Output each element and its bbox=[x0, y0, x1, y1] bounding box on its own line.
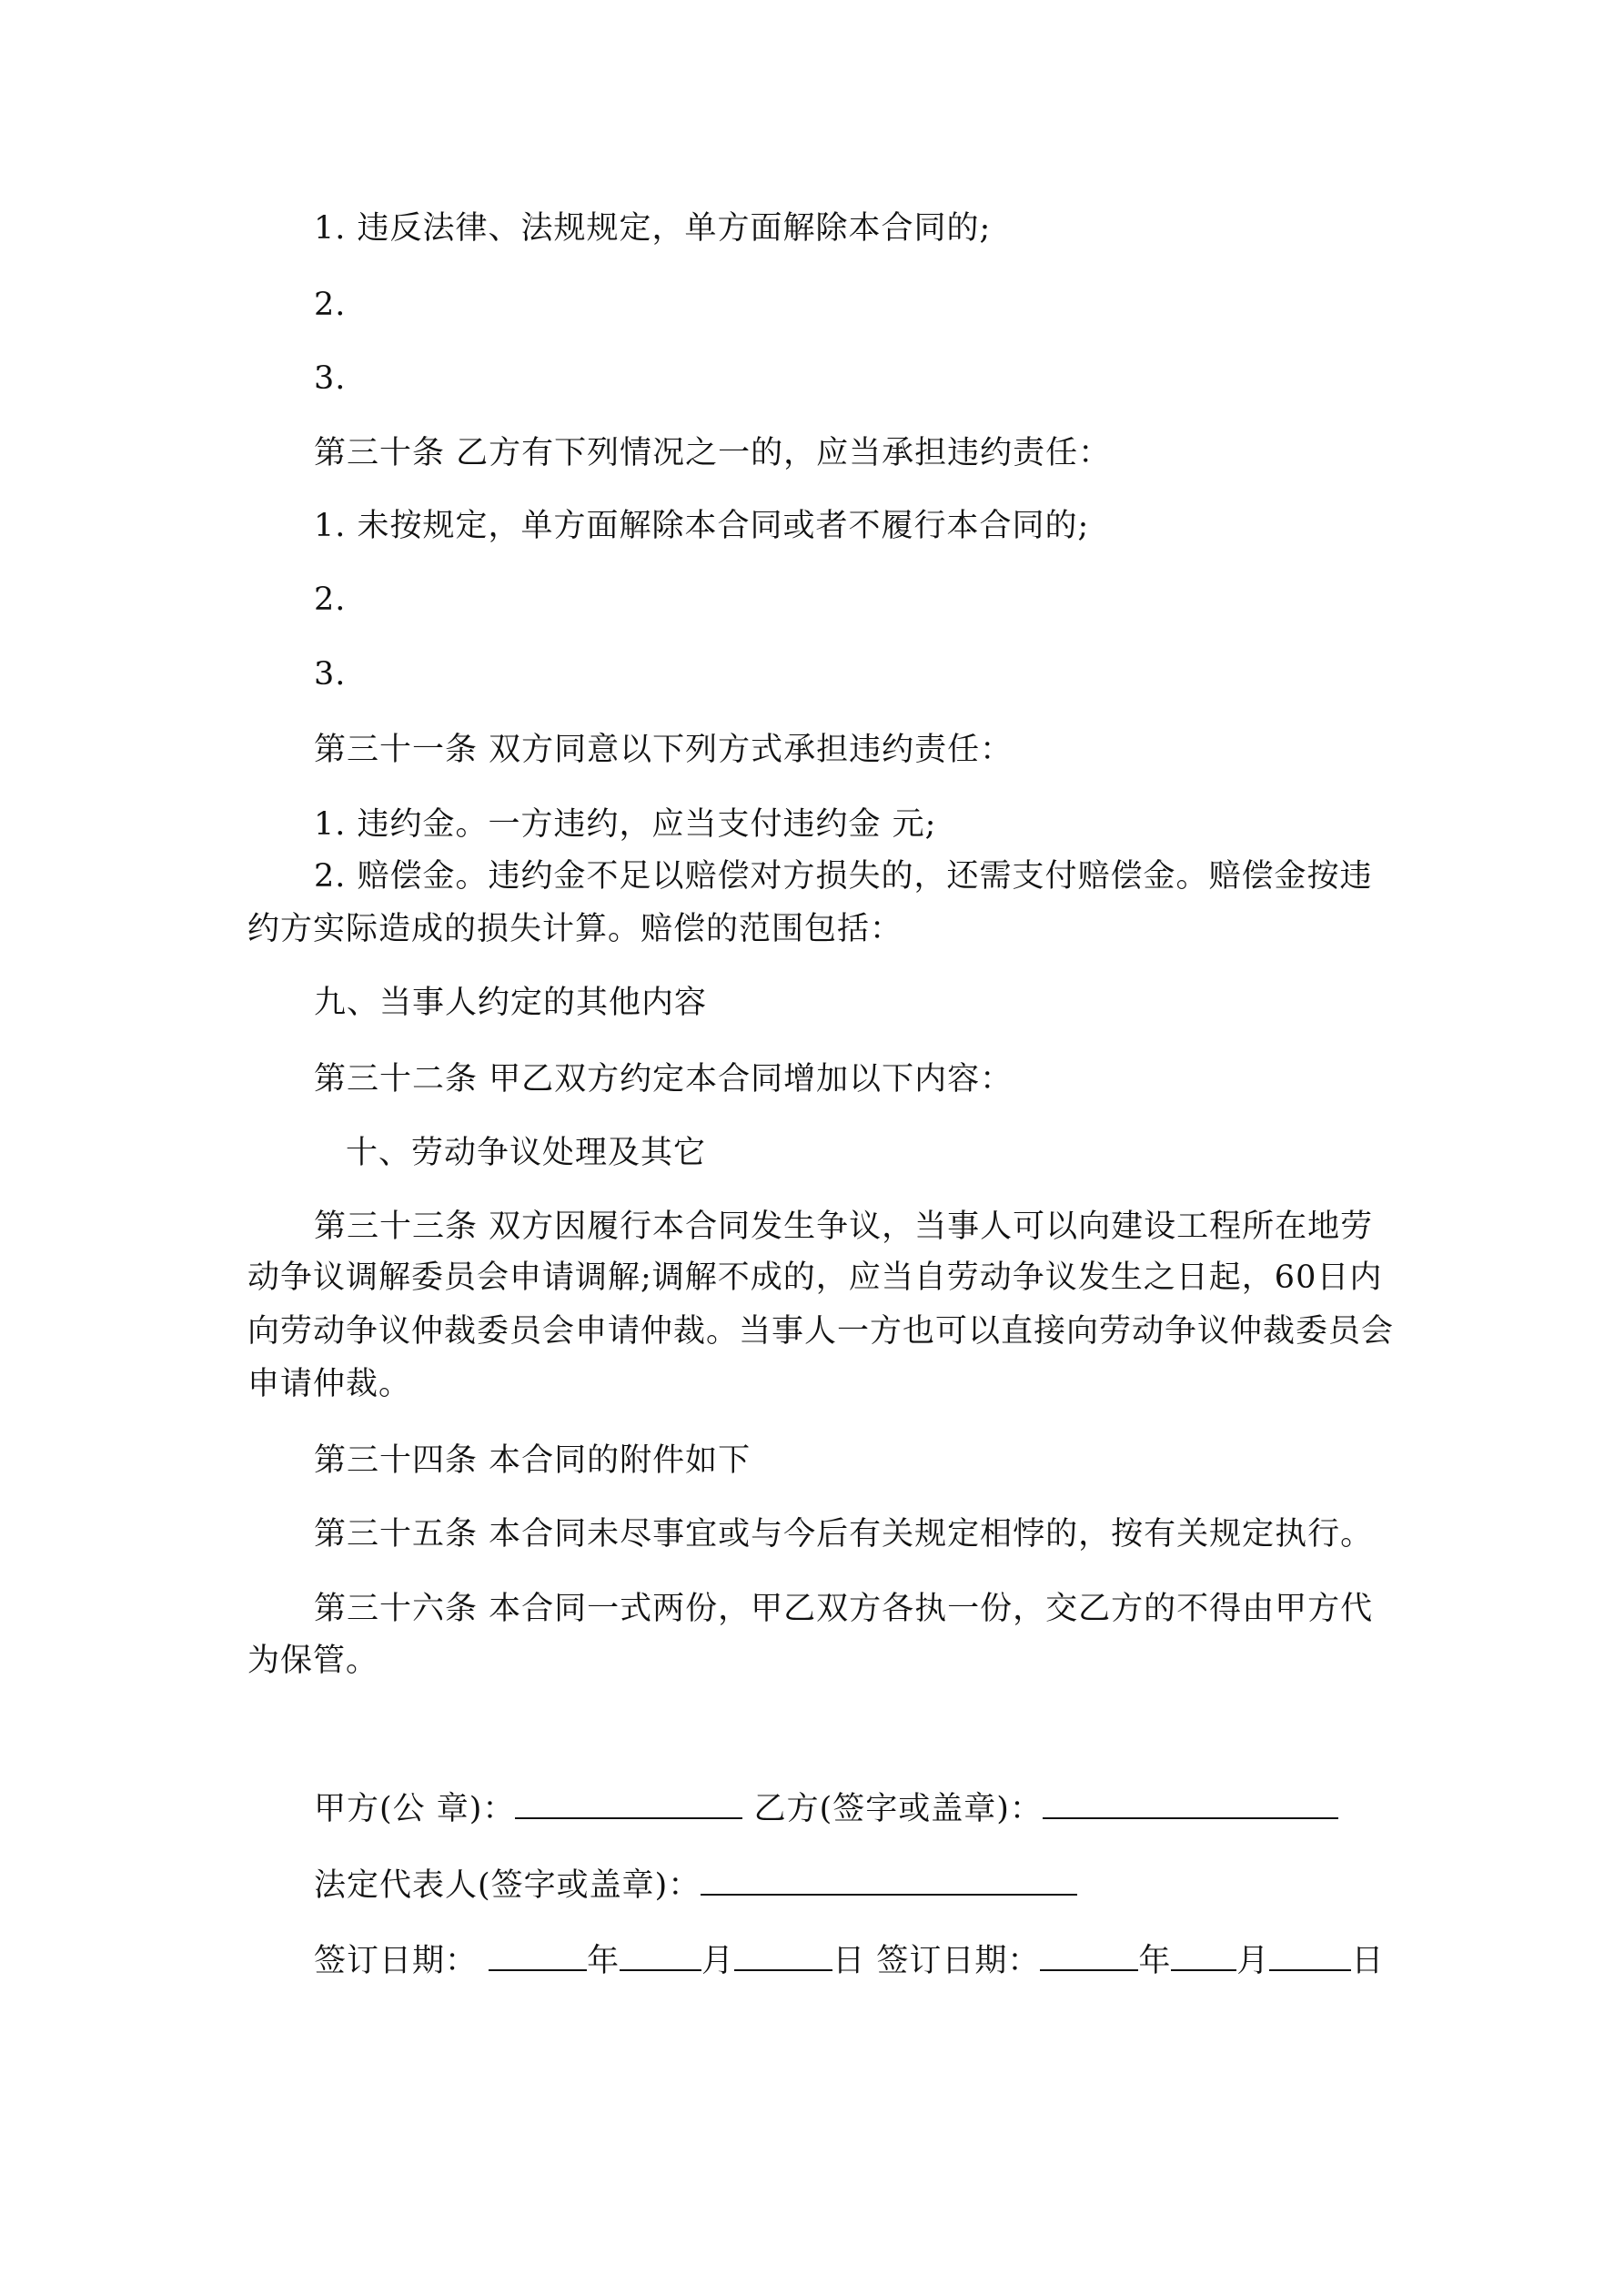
party-b-label: 乙方(签字或盖章)： bbox=[753, 1791, 1043, 1827]
clause-item: 3. bbox=[314, 360, 347, 397]
article-36: 为保管。 bbox=[247, 1643, 379, 1679]
sign-date-line bbox=[314, 1940, 1384, 1981]
article-35: 第三十五条 本合同未尽事宜或与今后有关规定相悖的，按有关规定执行。 bbox=[314, 1516, 1374, 1553]
clause-item: 2. 赔偿金。违约金不足以赔偿对方损失的，还需支付赔偿金。赔偿金按违 bbox=[314, 858, 1373, 895]
party-a-label: 甲方(公 章)： bbox=[314, 1791, 516, 1827]
year-label: 年 bbox=[587, 1943, 620, 1979]
party-signature-line bbox=[314, 1788, 1338, 1829]
party-b-blank[interactable] bbox=[1043, 1788, 1338, 1819]
day-blank[interactable] bbox=[734, 1940, 832, 1971]
year-blank[interactable] bbox=[489, 1940, 587, 1971]
party-a-blank[interactable] bbox=[515, 1788, 742, 1819]
article-32: 第三十二条 甲乙双方约定本合同增加以下内容： bbox=[314, 1061, 1014, 1097]
section-heading: 十、劳动争议处理及其它 bbox=[346, 1135, 707, 1171]
month-label: 月 bbox=[701, 1943, 735, 1979]
month-blank[interactable] bbox=[1171, 1940, 1236, 1971]
clause-item: 2. bbox=[314, 582, 347, 618]
day-label: 日 bbox=[1351, 1943, 1385, 1979]
legal-rep-label: 法定代表人(签字或盖章)： bbox=[314, 1867, 701, 1904]
article-33: 申请仲裁。 bbox=[247, 1366, 412, 1402]
legal-rep-line bbox=[314, 1865, 1077, 1906]
article-33: 向劳动争议仲裁委员会申请仲裁。当事人一方也可以直接向劳动争议仲裁委员会 bbox=[247, 1313, 1395, 1350]
month-blank[interactable] bbox=[620, 1940, 701, 1971]
sign-date-label: 签订日期： bbox=[876, 1943, 1041, 1979]
day-blank[interactable] bbox=[1269, 1940, 1351, 1971]
year-blank[interactable] bbox=[1040, 1940, 1138, 1971]
clause-item: 1. 违约金。一方违约，应当支付违约金 元; bbox=[314, 806, 937, 843]
sign-date-label: 签订日期： bbox=[314, 1943, 479, 1979]
clause-item: 3. bbox=[314, 656, 347, 693]
clause-item: 约方实际造成的损失计算。赔偿的范围包括： bbox=[247, 911, 903, 947]
year-label: 年 bbox=[1138, 1943, 1172, 1979]
article-31: 第三十一条 双方同意以下列方式承担违约责任： bbox=[314, 732, 1014, 768]
day-label: 日 bbox=[832, 1943, 866, 1979]
clause-item: 1. 未按规定，单方面解除本合同或者不履行本合同的; bbox=[314, 508, 1090, 544]
month-label: 月 bbox=[1236, 1943, 1270, 1979]
article-30: 第三十条 乙方有下列情况之一的，应当承担违约责任： bbox=[314, 435, 1112, 471]
article-33: 动争议调解委员会申请调解;调解不成的，应当自劳动争议发生之日起，60日内 bbox=[247, 1259, 1383, 1296]
clause-item: 2. bbox=[314, 287, 347, 323]
section-heading: 九、当事人约定的其他内容 bbox=[314, 985, 708, 1021]
article-34: 第三十四条 本合同的附件如下 bbox=[314, 1442, 751, 1479]
legal-rep-blank[interactable] bbox=[701, 1865, 1077, 1896]
article-36: 第三十六条 本合同一式两份，甲乙双方各执一份，交乙方的不得由甲方代 bbox=[314, 1591, 1374, 1627]
clause-item: 1. 违反法律、法规规定，单方面解除本合同的; bbox=[314, 210, 992, 247]
article-33: 第三十三条 双方因履行本合同发生争议，当事人可以向建设工程所在地劳 bbox=[314, 1209, 1374, 1245]
